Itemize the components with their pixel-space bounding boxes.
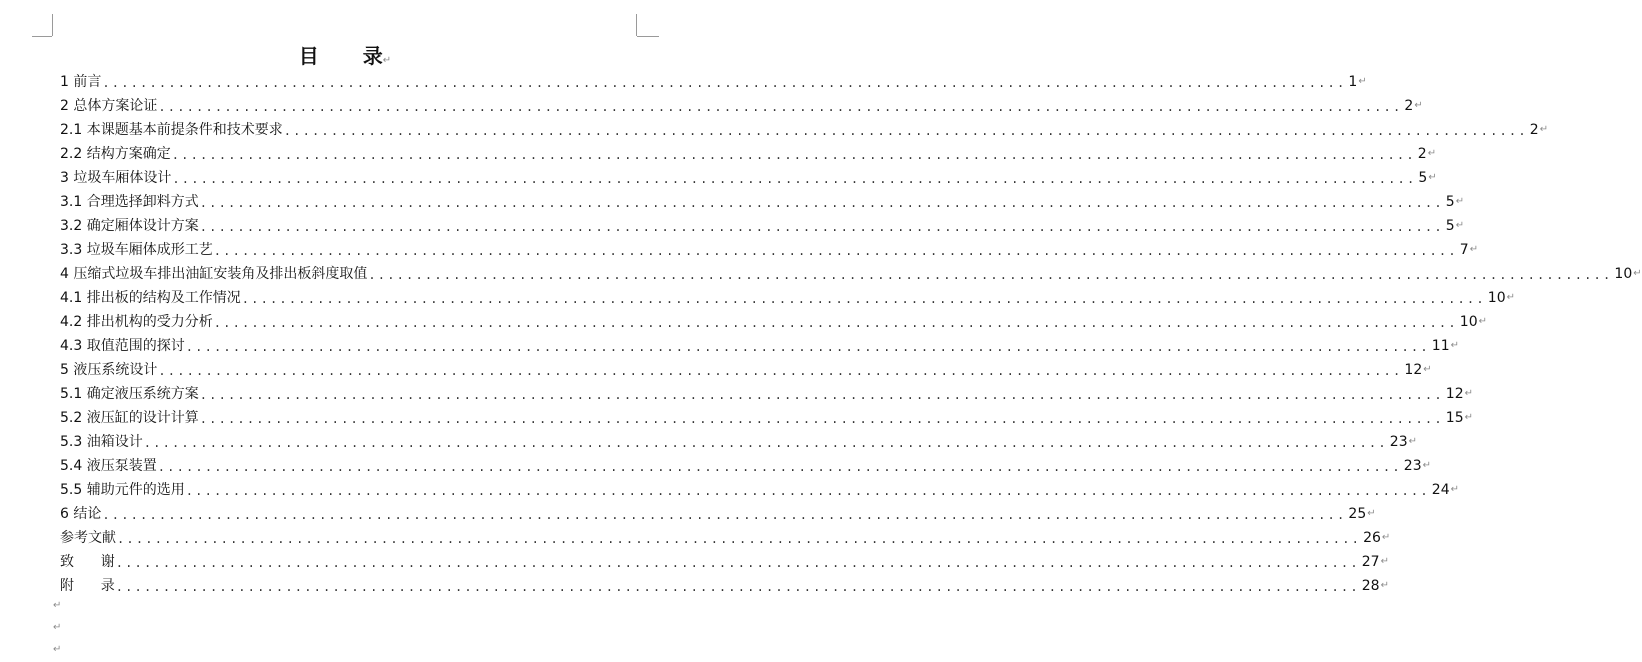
corner-mark-vertical <box>636 14 637 36</box>
toc-title-first: 目 <box>298 44 319 68</box>
toc-entry-label: 5.3 油箱设计 <box>60 434 143 450</box>
toc-title[interactable] <box>0 40 690 69</box>
paragraph-mark-icon: ↵ <box>1450 484 1459 495</box>
toc-dot-leader: .................................................................................................................................... <box>172 172 1417 186</box>
toc-entry-label: 4.3 取值范围的探讨 <box>60 338 185 354</box>
toc-entry-page-number: 1 <box>1348 74 1358 90</box>
paragraph-mark-icon: ↵ <box>1506 292 1515 303</box>
toc-entry-page-number: 23 <box>1403 458 1422 474</box>
paragraph-mark-icon: ↵ <box>1381 532 1391 543</box>
toc-entry-page-number: 11 <box>1431 338 1450 354</box>
toc-dot-leader: .................................................................................................................................... <box>102 76 1347 90</box>
paragraph-mark-icon: ↵ <box>1422 460 1431 471</box>
toc-entry-label: 6 结论 <box>60 506 102 522</box>
toc-entry-label: 附 录 <box>60 578 115 594</box>
toc-entry[interactable] <box>60 523 1391 547</box>
toc-dot-leader: .................................................................................................................................... <box>115 580 1360 594</box>
toc-entry-page-number: 26 <box>1363 530 1381 546</box>
table-of-contents <box>60 67 1642 595</box>
toc-dot-leader: .................................................................................................................................... <box>185 340 1430 354</box>
toc-entry-label: 5 液压系统设计 <box>60 362 158 378</box>
paragraph-mark-icon: ↵ <box>1455 220 1465 231</box>
toc-dot-leader: .................................................................................................................................... <box>199 196 1444 210</box>
toc-entry-label: 2.1 本课题基本前提条件和技术要求 <box>60 122 283 138</box>
empty-paragraph-mark-icon[interactable]: ↵ <box>53 644 62 655</box>
paragraph-mark-icon: ↵ <box>1464 412 1473 423</box>
toc-entry[interactable] <box>60 499 1376 523</box>
toc-entry-label: 3.2 确定厢体设计方案 <box>60 218 199 234</box>
toc-dot-leader: .................................................................................................................................... <box>143 436 1388 450</box>
paragraph-mark-icon: ↵ <box>1380 580 1389 591</box>
toc-dot-leader: .................................................................................................................................... <box>199 412 1444 426</box>
toc-entry-page-number: 5 <box>1418 170 1428 186</box>
toc-entry[interactable] <box>60 547 1389 571</box>
toc-entry-label: 3 垃圾车厢体设计 <box>60 170 172 186</box>
toc-entry-label: 1 前言 <box>60 74 102 90</box>
toc-entry[interactable] <box>60 163 1437 187</box>
toc-entry-page-number: 2 <box>1529 122 1539 138</box>
toc-dot-leader: .................................................................................................................................... <box>117 532 1362 546</box>
toc-entry[interactable] <box>60 259 1642 283</box>
toc-entry-label: 2 总体方案论证 <box>60 98 158 114</box>
paragraph-mark-icon: ↵ <box>1423 364 1432 375</box>
toc-entry[interactable] <box>60 355 1432 379</box>
toc-entry[interactable] <box>60 67 1367 91</box>
toc-dot-leader: .................................................................................................................................... <box>185 484 1430 498</box>
toc-entry[interactable] <box>60 91 1423 115</box>
paragraph-mark-icon: ↵ <box>1469 244 1479 255</box>
toc-entry-label: 致 谢 <box>60 554 115 570</box>
toc-entry-page-number: 12 <box>1445 386 1464 402</box>
toc-entry-page-number: 12 <box>1404 362 1423 378</box>
toc-dot-leader: .................................................................................................................................... <box>213 244 1458 258</box>
toc-entry-page-number: 25 <box>1348 506 1367 522</box>
toc-entry-page-number: 2 <box>1404 98 1414 114</box>
toc-entry-label: 4.1 排出板的结构及工作情况 <box>60 290 241 306</box>
toc-entry-page-number: 10 <box>1487 290 1506 306</box>
toc-dot-leader: .................................................................................................................................... <box>199 388 1444 402</box>
toc-entry-page-number: 23 <box>1389 434 1408 450</box>
toc-entry-page-number: 10 <box>1614 266 1633 282</box>
toc-entry-label: 5.4 液压泵装置 <box>60 458 157 474</box>
toc-entry-label: 4.2 排出机构的受力分析 <box>60 314 213 330</box>
empty-paragraph-mark-icon[interactable]: ↵ <box>53 600 62 611</box>
toc-entry[interactable] <box>60 475 1459 499</box>
toc-entry[interactable] <box>60 283 1515 307</box>
toc-dot-leader: .................................................................................................................................... <box>158 100 1403 114</box>
toc-entry[interactable] <box>60 571 1389 595</box>
toc-entry-label: 4 压缩式垃圾车排出油缸安装角及排出板斜度取值 <box>60 266 368 282</box>
toc-dot-leader: .................................................................................................................................... <box>115 556 1360 570</box>
paragraph-mark-icon: ↵ <box>1427 148 1437 159</box>
toc-entry[interactable] <box>60 331 1459 355</box>
toc-title-second: 录 <box>362 44 383 68</box>
toc-entry-label: 5.1 确定液压系统方案 <box>60 386 199 402</box>
toc-entry[interactable] <box>60 451 1431 475</box>
toc-dot-leader: .................................................................................................................................... <box>213 316 1458 330</box>
toc-entry-page-number: 2 <box>1417 146 1427 162</box>
empty-paragraph-mark-icon[interactable]: ↵ <box>53 622 62 633</box>
toc-entry[interactable] <box>60 187 1465 211</box>
toc-entry-page-number: 7 <box>1459 242 1469 258</box>
paragraph-mark-icon: ↵ <box>1358 76 1367 87</box>
toc-entry[interactable] <box>60 403 1473 427</box>
toc-entry-label: 3.3 垃圾车厢体成形工艺 <box>60 242 213 258</box>
toc-dot-leader: .................................................................................................................................... <box>283 124 1528 138</box>
toc-dot-leader: .................................................................................................................................... <box>157 460 1402 474</box>
corner-mark-horizontal <box>637 36 659 37</box>
paragraph-mark-icon: ↵ <box>1450 340 1459 351</box>
paragraph-mark-icon: ↵ <box>1478 316 1487 327</box>
toc-dot-leader: .................................................................................................................................... <box>241 292 1486 306</box>
toc-entry[interactable] <box>60 307 1487 331</box>
corner-mark-horizontal <box>32 36 52 37</box>
toc-entry[interactable] <box>60 115 1549 139</box>
toc-dot-leader: .................................................................................................................................... <box>368 268 1613 282</box>
paragraph-mark-icon: ↵ <box>1539 124 1549 135</box>
toc-entry-label: 参考文献 <box>60 530 116 546</box>
toc-entry-label: 3.1 合理选择卸料方式 <box>60 194 199 210</box>
toc-dot-leader: .................................................................................................................................... <box>199 220 1444 234</box>
toc-dot-leader: .................................................................................................................................... <box>158 364 1403 378</box>
paragraph-mark-icon: ↵ <box>1367 508 1376 519</box>
toc-entry-page-number: 27 <box>1361 554 1380 570</box>
toc-entry-page-number: 15 <box>1445 410 1464 426</box>
corner-mark-vertical <box>52 14 53 36</box>
paragraph-mark-icon: ↵ <box>1380 556 1389 567</box>
toc-entry[interactable] <box>60 211 1465 235</box>
toc-entry-label: 2.2 结构方案确定 <box>60 146 171 162</box>
paragraph-mark-icon: ↵ <box>1408 436 1417 447</box>
toc-entry[interactable] <box>60 235 1479 259</box>
toc-entry[interactable] <box>60 427 1417 451</box>
toc-entry-label: 5.2 液压缸的设计计算 <box>60 410 199 426</box>
toc-entry-page-number: 10 <box>1459 314 1478 330</box>
paragraph-mark-icon: ↵ <box>1455 196 1465 207</box>
paragraph-mark-icon: ↵ <box>382 55 392 66</box>
paragraph-mark-icon: ↵ <box>1464 388 1473 399</box>
toc-entry[interactable] <box>60 379 1473 403</box>
toc-entry[interactable] <box>60 139 1437 163</box>
toc-entry-page-number: 24 <box>1431 482 1450 498</box>
toc-dot-leader: .................................................................................................................................... <box>102 508 1347 522</box>
toc-entry-page-number: 5 <box>1445 194 1455 210</box>
toc-dot-leader: .................................................................................................................................... <box>171 148 1416 162</box>
toc-entry-page-number: 5 <box>1445 218 1455 234</box>
paragraph-mark-icon: ↵ <box>1414 100 1423 111</box>
toc-entry-label: 5.5 辅助元件的选用 <box>60 482 185 498</box>
paragraph-mark-icon: ↵ <box>1633 268 1642 279</box>
paragraph-mark-icon: ↵ <box>1428 172 1437 183</box>
toc-entry-page-number: 28 <box>1361 578 1380 594</box>
